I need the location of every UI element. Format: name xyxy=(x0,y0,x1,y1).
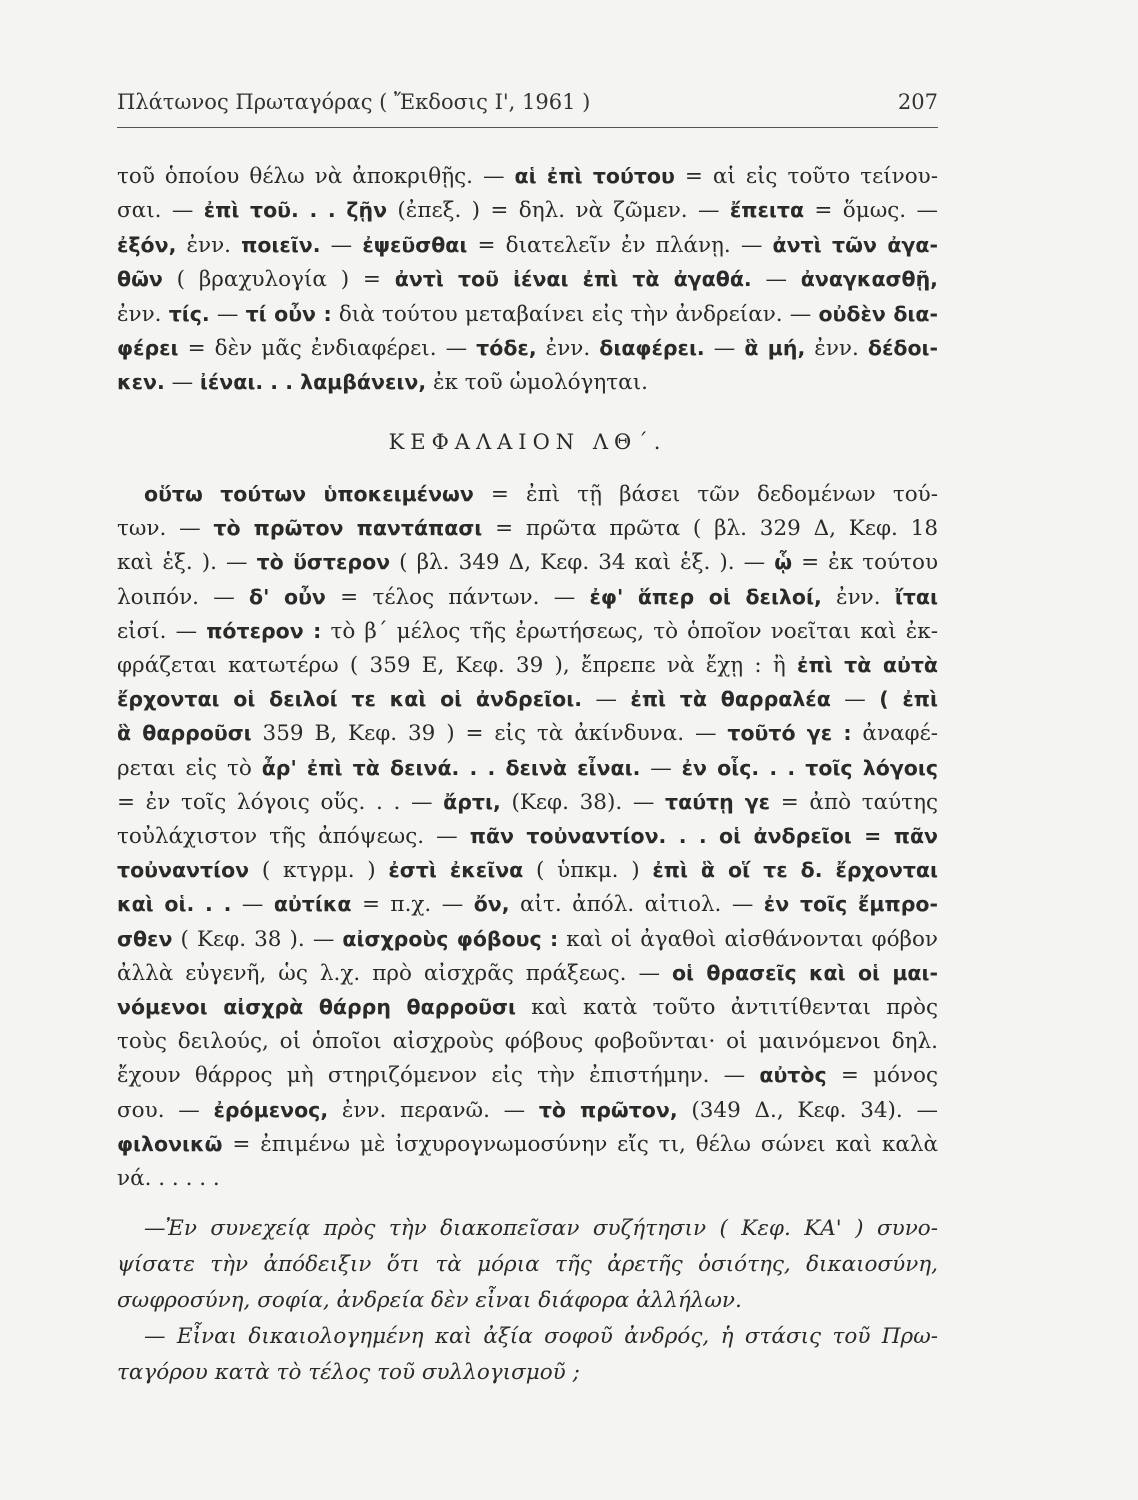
gloss: = ἀπὸ ταύτης xyxy=(770,789,938,815)
gloss: ἐνν. xyxy=(117,301,169,327)
gloss: εἰσί. — xyxy=(117,618,207,644)
lemma: ἐπὶ τοῦ. . . ζῇν xyxy=(203,198,388,223)
lemma: τίς. xyxy=(168,301,210,326)
lemma: ἐν τοῖς ἔμπρο- xyxy=(763,892,938,917)
text-line xyxy=(117,162,938,191)
lemma: ἔρχονται οἱ δειλοί τε καὶ οἱ ἀνδρεῖοι. xyxy=(117,687,582,712)
lemma: ἐπὶ τὰ αὐτὰ xyxy=(797,653,938,677)
text-line xyxy=(117,368,938,397)
gloss: τὸ β΄ μέλος τῆς ἐρωτήσεως, τὸ ὁποῖον νοεῖται καὶ ἐκ- xyxy=(321,618,938,644)
lemma: ἄρτι, xyxy=(443,789,501,814)
gloss: = τέλος πάντων. — xyxy=(325,584,590,610)
gloss: ἐνν. xyxy=(805,336,868,361)
gloss: σαι. — xyxy=(117,198,204,224)
gloss: (349 Δ., Κεφ. 34). — xyxy=(677,1097,938,1123)
gloss: = ἐκ τούτου xyxy=(792,550,938,576)
lemma: δέδοι- xyxy=(867,336,938,360)
text-line xyxy=(117,856,938,885)
gloss: ἀλλὰ εὐγενῆ, ὡς λ.χ. πρὸ αἰσχρᾶς πράξεως. — xyxy=(117,960,672,986)
header-rule xyxy=(117,127,938,128)
text-line xyxy=(117,788,938,817)
running-header xyxy=(117,90,938,114)
gloss: των. — xyxy=(117,516,214,542)
text-line xyxy=(117,548,938,577)
gloss: ( κτγρμ. ) xyxy=(249,858,389,884)
lemma: φιλονικῶ xyxy=(117,1131,223,1156)
gloss: καὶ ἑξ. ). — xyxy=(117,550,257,576)
text-line xyxy=(117,890,938,919)
text-line xyxy=(117,334,938,363)
question-line: ταγόρου κατὰ τὸ τέλος τοῦ συλλογισμοῦ ; xyxy=(117,1360,580,1385)
chapter-title: ΚΕΦΑΛΑΙΟΝ ΛΘ΄. xyxy=(388,430,667,454)
lemma: ἃ θαρροῦσι xyxy=(117,721,252,746)
gloss: — xyxy=(640,755,682,781)
gloss: = πρῶτα πρῶτα ( βλ. 329 Δ, Κεφ. 18 xyxy=(482,516,938,542)
lemma: ἀντὶ τοῦ ἰέναι ἐπὶ τὰ ἀγαθά. xyxy=(394,267,752,292)
gloss: τοῦ ὁποίου θέλω νὰ ἀποκριθῇς. — xyxy=(117,164,515,189)
gloss: ἐνν. xyxy=(536,336,600,361)
lemma: ποιεῖν. xyxy=(241,232,321,257)
gloss: ἀναφέ- xyxy=(851,721,938,747)
lemma: φέρει xyxy=(117,336,179,360)
lemma: ταύτῃ γε xyxy=(665,789,771,814)
gloss: = ἐπιμένω μὲ ἰσχυρογνωμοσύνην εἴς τι, θέλω σώνει καὶ καλὰ xyxy=(222,1131,938,1157)
gloss: ( ὑπκμ. ) xyxy=(523,858,653,884)
lemma: ἔπειτα xyxy=(729,198,805,223)
question-line: σωφροσύνη, σοφία, ἀνδρεία δὲν εἶναι διάφορα ἀλλήλων. xyxy=(117,1288,742,1313)
lemma: ᾧ xyxy=(774,550,793,575)
gloss: διὰ τούτου μεταβαίνει εἰς τὴν ἀνδρείαν. — xyxy=(331,301,819,327)
lemma: ἀντὶ τῶν ἀγα- xyxy=(772,232,938,257)
gloss: λοιπόν. — xyxy=(117,584,250,610)
gloss: σου. — xyxy=(117,1097,214,1123)
gloss: 359 Β, Κεφ. 39 ) = εἰς τὰ ἀκίνδυνα. — xyxy=(251,721,728,747)
lemma: σθεν xyxy=(117,926,173,951)
text-line xyxy=(117,754,938,783)
lemma: ὄν, xyxy=(473,892,510,917)
lemma: ἆρ' ἐπὶ τὰ δεινά. . . δεινὰ εἶναι. xyxy=(261,755,641,780)
gloss: = μόνος xyxy=(826,1063,938,1089)
gloss: αἰτ. ἀπόλ. αἰτιολ. — xyxy=(509,892,764,918)
text-line xyxy=(117,231,938,260)
lemma: πᾶν τοὐναντίον. . . οἱ ἀνδρεῖοι = πᾶν xyxy=(469,824,938,848)
lemma: ἐν οἷς. . . τοῖς λόγοις xyxy=(681,755,938,780)
gloss: (Κεφ. 38). — xyxy=(500,789,666,815)
question-line: — Εἶναι δικαιολογημένη καὶ ἀξία σοφοῦ ἀνδρός, ἡ στάσις τοῦ Πρω- xyxy=(144,1324,938,1349)
gloss: — xyxy=(581,687,631,713)
question-line: ψίσατε τὴν ἀπόδειξιν ὅτι τὰ μόρια τῆς ἀρετῆς ὁσιότης, δικαιοσύνη, xyxy=(117,1252,938,1277)
gloss: — xyxy=(231,892,274,918)
gloss: ἐνν. περανῶ. — xyxy=(328,1097,539,1123)
lemma: νόμενοι αἰσχρὰ θάρρη θαρροῦσι xyxy=(117,995,516,1019)
gloss: τοὺς δειλούς, οἱ ὁποῖοι αἰσχροὺς φόβους φοβοῦνται· οἱ μαινόμενοι δηλ. xyxy=(117,1029,938,1055)
lemma: οὐδὲν δια- xyxy=(818,301,938,326)
text-line xyxy=(117,514,938,543)
lemma: κεν. xyxy=(117,370,165,395)
text-line xyxy=(117,925,938,954)
lemma: τί οὖν : xyxy=(245,301,332,326)
lemma: ἐπὶ τὰ θαρραλέα xyxy=(630,687,831,712)
gloss: ἔχουν θάρρος μὴ στηριζόμενον εἰς τὴν ἐπιστήμην. — xyxy=(117,1063,760,1089)
gloss: — xyxy=(751,267,801,293)
lemma: τὸ πρῶτον, xyxy=(538,1097,678,1122)
text-line xyxy=(117,265,938,294)
gloss: — xyxy=(209,301,246,327)
lemma: καὶ οἱ. . . xyxy=(117,892,232,917)
lemma: ἐπὶ ἃ οἵ τε δ. ἔρχονται xyxy=(652,858,938,883)
gloss: ( βραχυλογία ) = xyxy=(162,267,395,293)
lemma: ἃ μή, xyxy=(744,336,806,360)
lemma: δ' οὖν xyxy=(249,584,326,609)
lemma: αἱ ἐπὶ τούτου xyxy=(514,164,675,188)
gloss: — xyxy=(320,232,363,258)
text-line xyxy=(117,959,938,988)
text-line xyxy=(117,1096,938,1125)
lemma: πότερον : xyxy=(206,618,322,643)
lemma: ἐστὶ ἐκεῖνα xyxy=(388,858,524,883)
header-title: Πλάτωνος Πρωταγόρας ( Ἔκδοσις Ι', 1961 ) xyxy=(117,90,591,114)
gloss: = αἱ εἰς τοῦτο τείνου- xyxy=(674,164,938,189)
gloss: καὶ κατὰ τοῦτο ἀντιτίθενται πρὸς xyxy=(515,995,938,1020)
text-line xyxy=(117,719,938,748)
gloss: — xyxy=(164,370,200,396)
text-line xyxy=(117,196,938,225)
text-line xyxy=(117,1027,938,1056)
gloss: ἐνν. xyxy=(176,232,242,258)
text-line xyxy=(144,480,938,509)
question-line: —Ἐν συνεχείᾳ πρὸς τὴν διακοπεῖσαν συζήτησιν ( Κεφ. ΚΑ' ) συνο- xyxy=(144,1216,938,1241)
gloss: — xyxy=(830,687,880,713)
lemma: θῶν xyxy=(117,267,163,292)
lemma: τὸ πρῶτον παντάπασι xyxy=(213,516,483,541)
lemma: οὕτω τούτων ὑποκειμένων xyxy=(144,482,474,506)
lemma: ἰέναι. . . λαμβάνειν, xyxy=(199,370,427,395)
text-line xyxy=(117,685,938,714)
gloss: — xyxy=(704,336,745,361)
text-line xyxy=(117,300,938,329)
gloss: νά. . . . . . xyxy=(117,1166,220,1191)
lemma: ἀναγκασθῇ, xyxy=(800,267,938,292)
gloss: = διατελεῖν ἐν πλάνῃ. — xyxy=(467,232,773,258)
page-number: 207 xyxy=(897,90,938,114)
lemma: ἐρόμενος, xyxy=(213,1097,329,1122)
gloss: = ὅμως. — xyxy=(804,198,938,224)
text-line xyxy=(117,583,938,612)
lemma: αὐτίκα xyxy=(273,892,352,917)
lemma: ἴται xyxy=(894,584,938,609)
text-line xyxy=(117,1164,938,1193)
gloss: καὶ οἱ ἀγαθοὶ αἰσθάνονται φόβον xyxy=(558,926,938,952)
text-line xyxy=(117,993,938,1022)
lemma: τὸ ὕστερον xyxy=(256,550,391,575)
text-line xyxy=(117,1061,938,1090)
gloss: = π.χ. — xyxy=(351,892,474,918)
gloss: ρεται εἰς τὸ xyxy=(117,755,262,781)
lemma: τοὐναντίον xyxy=(117,858,250,883)
gloss: ( Κεφ. 38 ). — xyxy=(172,926,343,952)
lemma: τοῦτό γε : xyxy=(727,721,852,746)
text-line xyxy=(117,1130,938,1159)
gloss: ( βλ. 349 Δ, Κεφ. 34 καὶ ἑξ. ). — xyxy=(390,550,775,576)
text-line xyxy=(117,617,938,646)
lemma: ἐφ' ἅπερ οἱ δειλοί, xyxy=(589,584,822,609)
text-line xyxy=(117,651,938,680)
gloss: ἐκ τοῦ ὡμολόγηται. xyxy=(426,370,648,396)
lemma: τόδε, xyxy=(476,336,537,360)
gloss: = ἐπὶ τῇ βάσει τῶν δεδομένων τού- xyxy=(473,482,938,507)
gloss: = δὲν μᾶς ἐνδιαφέρει. — xyxy=(178,336,477,361)
gloss: τοὐλάχιστον τῆς ἀπόψεως. — xyxy=(117,824,470,849)
lemma: αἰσχροὺς φόβους : xyxy=(342,926,559,951)
gloss: ἐνν. xyxy=(821,584,895,610)
gloss: (ἐπεξ. ) = δηλ. νὰ ζῶμεν. — xyxy=(387,198,730,224)
gloss: φράζεται κατωτέρω ( 359 Ε, Κεφ. 39 ), ἔπρεπε νὰ ἔχῃ : ἢ xyxy=(117,653,798,678)
text-line xyxy=(117,822,938,851)
lemma: ἐξόν, xyxy=(117,232,177,257)
lemma: οἱ θρασεῖς καὶ οἱ μαι- xyxy=(671,960,938,985)
lemma: ( ἐπὶ xyxy=(879,687,938,712)
lemma: αὐτὸς xyxy=(759,1063,827,1088)
lemma: διαφέρει. xyxy=(599,336,705,360)
gloss: = ἐν τοῖς λόγοις οὕς. . . — xyxy=(117,789,444,815)
lemma: ἐψεῦσθαι xyxy=(362,232,468,257)
